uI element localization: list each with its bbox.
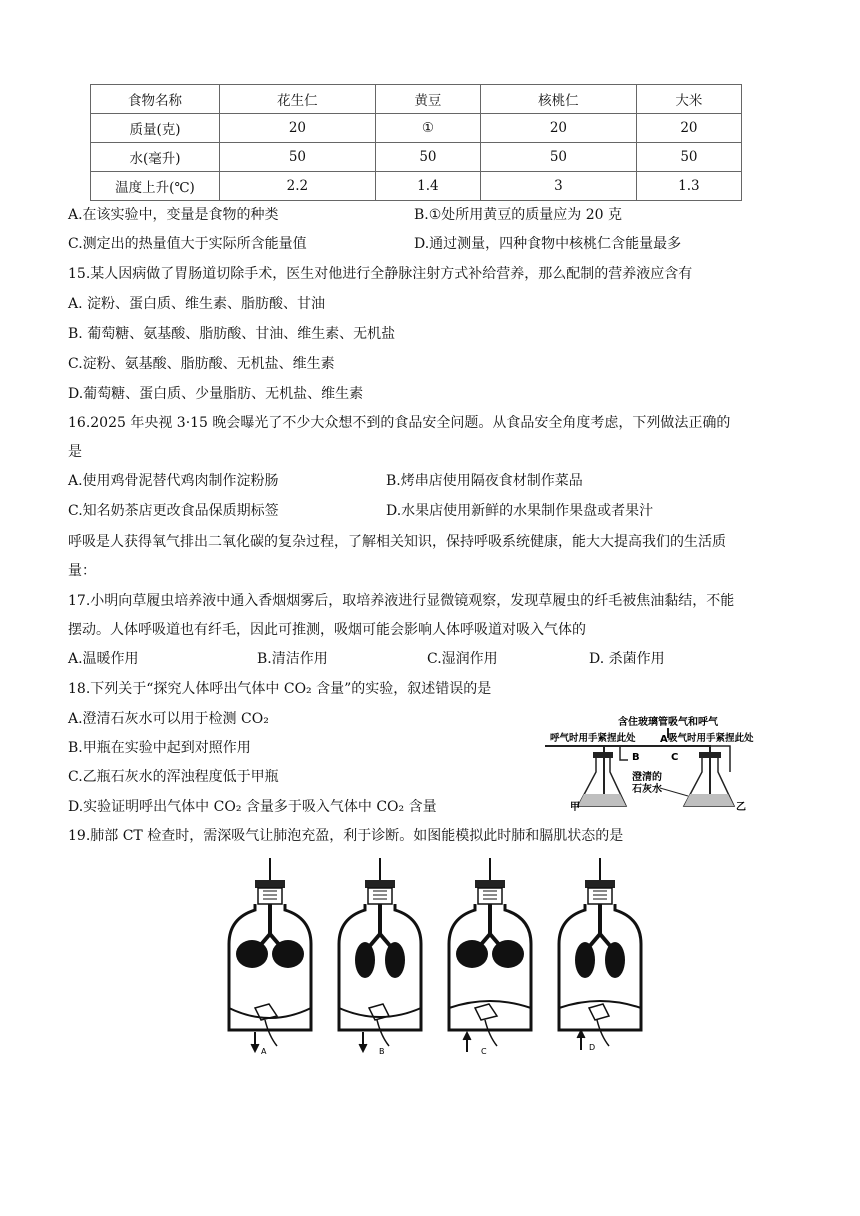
table-row (91, 114, 742, 143)
q16-option-a: A.使用鸡骨泥替代鸡肉制作淀粉肠 (68, 473, 279, 489)
q16-option-d: D.水果店使用新鲜的水果制作果盘或者果汁 (386, 503, 654, 519)
q14-option-c: C.测定出的热量值大于实际所含能量值 (68, 236, 307, 252)
q16-stem-line2: 是 (68, 444, 82, 460)
table-cell: 50 (375, 143, 480, 172)
table-cell: 20 (636, 114, 741, 143)
q18-option-a: A.澄清石灰水可以用于检测 CO₂ (68, 711, 269, 727)
fig18-point-b: B (632, 752, 640, 763)
table-header-row (91, 85, 742, 114)
fig18-water-label-2: 石灰水 (632, 784, 662, 795)
q16-option-c: C.知名奶茶店更改食品保质期标签 (68, 503, 279, 519)
table-cell: 水(毫升) (91, 143, 220, 172)
q14-option-a: A.在该实验中，变量是食物的种类 (68, 207, 279, 223)
table-header-cell: 食物名称 (91, 85, 220, 114)
q14-option-d: D.通过测量，四种食物中核桃仁含能量最多 (414, 236, 682, 252)
q15-option-b: B. 葡萄糖、氨基酸、脂肪酸、甘油、维生素、无机盐 (68, 326, 396, 342)
section-intro-line1: 呼吸是人获得氧气排出二氧化碳的复杂过程，了解相关知识，保持呼吸系统健康，能大大提高我们的生活质 (68, 534, 726, 550)
table-cell: 2.2 (220, 172, 376, 201)
table-row (91, 172, 742, 201)
model-d-label: D (589, 1043, 596, 1052)
q17-option-d: D. 杀菌作用 (589, 651, 665, 667)
fig18-bottle-left: 甲 (570, 802, 580, 812)
q14-option-b: B.①处所用黄豆的质量应为 20 克 (414, 207, 623, 223)
table-cell: 温度上升(℃) (91, 172, 220, 201)
table-cell: 20 (480, 114, 636, 143)
q15-option-a: A. 淀粉、蛋白质、维生素、脂肪酸、甘油 (68, 296, 326, 312)
q19-stem: 19.肺部 CT 检查时，需深吸气让肺泡充盈，利于诊断。如图能模拟此时肺和膈肌状态的是 (68, 828, 624, 844)
fig18-point-c: C (671, 752, 679, 763)
q15-stem: 15.某人因病做了胃肠道切除手术，医生对他进行全静脉注射方式补给营养，那么配制的营养液应含有 (68, 266, 693, 282)
table-cell: 1.4 (375, 172, 480, 201)
model-b (339, 858, 421, 1054)
q18-option-b: B.甲瓶在实验中起到对照作用 (68, 740, 251, 756)
fig18-right-label: 吸气时用手紧捏此处 (668, 733, 754, 744)
table-cell: 50 (220, 143, 376, 172)
q18-stem: 18.下列关于“探究人体呼出气体中 CO₂ 含量”的实验，叙述错误的是 (68, 681, 492, 697)
food-energy-table (90, 84, 742, 201)
fig18-bottle-right: 乙 (736, 802, 746, 812)
q17-option-b: B.清洁作用 (257, 651, 328, 667)
table-cell: 50 (636, 143, 741, 172)
model-b-label: B (379, 1047, 385, 1054)
q18-apparatus-figure (540, 712, 770, 812)
fig18-water-label-1: 澄清的 (632, 772, 662, 783)
table-cell: 1.3 (636, 172, 741, 201)
table-cell: 20 (220, 114, 376, 143)
fig18-left-label: 呼气时用手紧捏此处 (550, 733, 636, 744)
q16-option-b: B.烤串店使用隔夜食材制作菜品 (386, 473, 583, 489)
model-c (449, 858, 531, 1054)
fig18-point-a: A (660, 734, 668, 745)
table-header-cell: 大米 (636, 85, 741, 114)
table-cell: 50 (480, 143, 636, 172)
table-header-cell: 核桃仁 (480, 85, 636, 114)
q17-stem-line2: 摆动。人体呼吸道也有纤毛，因此可推测，吸烟可能会影响人体呼吸道对吸入气体的 (68, 622, 586, 638)
q19-lung-models-figure (215, 858, 645, 1054)
model-a (229, 858, 311, 1054)
fig18-top-label: 含住玻璃管吸气和呼气 (618, 717, 718, 728)
table-header-cell: 花生仁 (220, 85, 376, 114)
q18-option-c: C.乙瓶石灰水的浑浊程度低于甲瓶 (68, 769, 279, 785)
q15-option-d: D.葡萄糖、蛋白质、少量脂肪、无机盐、维生素 (68, 386, 364, 402)
q18-option-d: D.实验证明呼出气体中 CO₂ 含量多于吸入气体中 CO₂ 含量 (68, 799, 437, 815)
table-header-cell: 黄豆 (375, 85, 480, 114)
q15-option-c: C.淀粉、氨基酸、脂肪酸、无机盐、维生素 (68, 356, 335, 372)
model-d (559, 858, 641, 1052)
table-cell: 3 (480, 172, 636, 201)
q17-option-c: C.湿润作用 (427, 651, 498, 667)
section-intro-line2: 量： (68, 563, 96, 579)
q17-option-a: A.温暖作用 (68, 651, 139, 667)
table-row (91, 143, 742, 172)
model-a-label: A (261, 1047, 267, 1054)
model-c-label: C (481, 1047, 487, 1054)
table-cell: ① (375, 114, 480, 143)
q17-stem-line1: 17.小明向草履虫培养液中通入香烟烟雾后，取培养液进行显微镜观察，发现草履虫的纤毛被焦油黏结，不能 (68, 593, 735, 609)
q16-stem-line1: 16.2025 年央视 3·15 晚会曝光了不少大众想不到的食品安全问题。从食品安全角度考虑，下列做法正确的 (68, 415, 731, 431)
table-cell: 质量(克) (91, 114, 220, 143)
